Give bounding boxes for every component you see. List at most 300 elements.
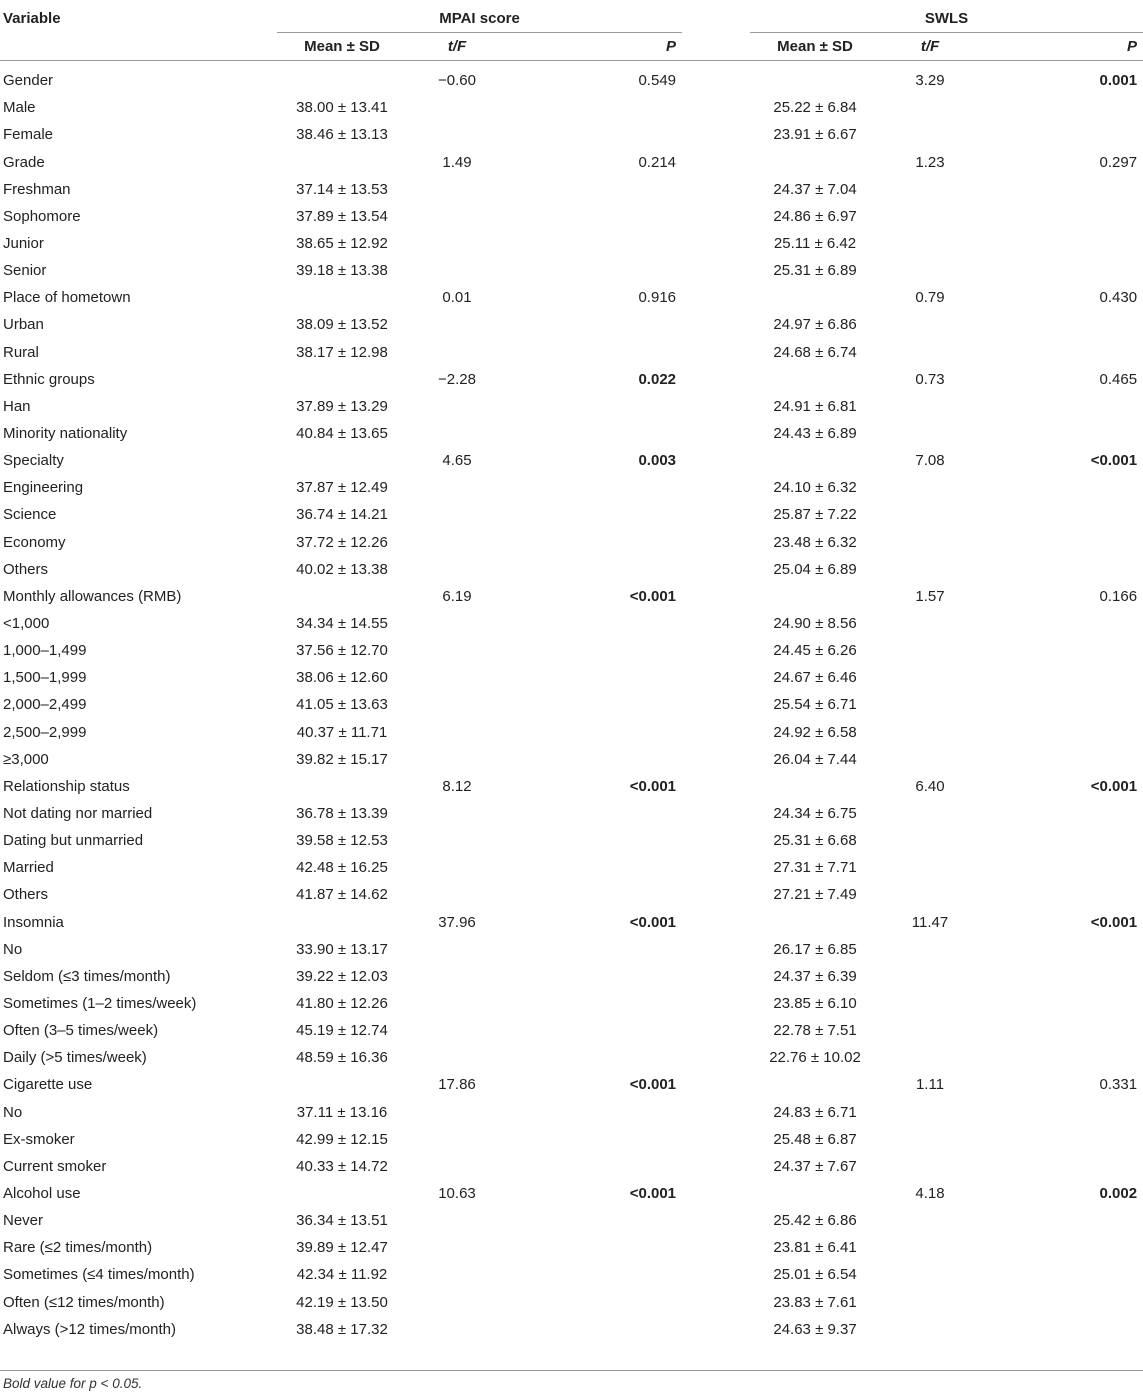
- mpai-tf-cell: [407, 854, 507, 881]
- spacer-cell: [682, 746, 750, 773]
- mpai-mean-sd-cell: 39.18 ± 13.38: [296, 262, 388, 280]
- mpai-tf-cell: [407, 1017, 507, 1044]
- swls-mean-sd-cell: 24.83 ± 6.71: [773, 1103, 857, 1121]
- mpai-tf-cell: [407, 719, 507, 746]
- table-row: [0, 257, 1143, 284]
- swls-p-cell: [980, 827, 1143, 854]
- spacer-cell: [682, 963, 750, 990]
- header-mpai-mean-sd: Mean ± SD: [304, 38, 380, 56]
- swls-mean-sd-cell: 23.81 ± 6.41: [773, 1239, 857, 1257]
- mpai-mean-sd-cell: 37.72 ± 12.26: [296, 533, 388, 551]
- swls-p-cell: [980, 990, 1143, 1017]
- swls-tf-cell: [880, 1316, 980, 1343]
- swls-tf-cell: [880, 881, 980, 908]
- row-label-cell: Han: [3, 397, 31, 415]
- row-label-cell: Specialty: [3, 452, 64, 470]
- table-row: [0, 176, 1143, 203]
- row-label-cell: Place of hometown: [3, 289, 131, 307]
- swls-p-cell: [980, 719, 1143, 746]
- swls-tf-cell: [880, 854, 980, 881]
- swls-p-cell: [980, 230, 1143, 257]
- row-label-cell: Ex-smoker: [3, 1130, 75, 1148]
- mpai-tf-cell: [407, 94, 507, 121]
- swls-tf-cell: [880, 203, 980, 230]
- mpai-mean-sd-cell: 39.89 ± 12.47: [296, 1239, 388, 1257]
- mpai-tf-cell: [407, 1288, 507, 1315]
- swls-mean-sd-cell: 25.04 ± 6.89: [773, 560, 857, 578]
- table-row: [0, 447, 1143, 474]
- swls-mean-sd-cell: 22.78 ± 7.51: [773, 1022, 857, 1040]
- row-label-cell: Daily (>5 times/week): [3, 1049, 147, 1067]
- swls-tf-cell: [880, 610, 980, 637]
- header-swls-mean-sd: Mean ± SD: [777, 38, 853, 56]
- swls-p-cell: [980, 1044, 1143, 1071]
- spacer-cell: [682, 94, 750, 121]
- swls-p-cell: [980, 94, 1143, 121]
- spacer-cell: [682, 1071, 750, 1098]
- swls-mean-sd-cell: 24.68 ± 6.74: [773, 343, 857, 361]
- swls-mean-sd-cell: 24.37 ± 7.04: [773, 180, 857, 198]
- mpai-p-cell: [507, 257, 682, 284]
- row-label-cell: Never: [3, 1212, 44, 1230]
- swls-tf-cell: [880, 990, 980, 1017]
- header-mpai-group: MPAI score: [277, 5, 682, 33]
- swls-p-cell: [980, 311, 1143, 338]
- mpai-p-cell: [507, 311, 682, 338]
- swls-p-cell: [980, 800, 1143, 827]
- table-row: [0, 1017, 1143, 1044]
- swls-p-cell: [980, 909, 1143, 936]
- mpai-tf-cell: [407, 1126, 507, 1153]
- table-row: [0, 94, 1143, 121]
- table-row: [0, 1261, 1143, 1288]
- swls-mean-sd-cell: 24.10 ± 6.32: [773, 479, 857, 497]
- swls-mean-sd-cell: 24.92 ± 6.58: [773, 723, 857, 741]
- mpai-mean-sd-cell: 34.34 ± 14.55: [296, 615, 388, 633]
- mpai-p-cell: [507, 881, 682, 908]
- table-row: [0, 719, 1143, 746]
- mpai-tf-cell: 8.12: [442, 777, 472, 795]
- mpai-p-cell: [507, 746, 682, 773]
- mpai-tf-cell: [407, 1153, 507, 1180]
- mpai-p-cell: [507, 1207, 682, 1234]
- spacer-cell: [682, 1180, 750, 1207]
- mpai-p-cell: [507, 1261, 682, 1288]
- swls-tf-cell: [880, 121, 980, 148]
- swls-p-cell: [980, 881, 1143, 908]
- row-label-cell: 1,500–1,999: [3, 669, 87, 687]
- swls-mean-sd-cell: [750, 909, 880, 936]
- spacer-cell: [682, 474, 750, 501]
- mpai-p-cell: [507, 1316, 682, 1343]
- swls-mean-sd-cell: [750, 61, 880, 95]
- table-row: [0, 1071, 1143, 1098]
- mpai-mean-sd-cell: [277, 447, 407, 474]
- mpai-mean-sd-cell: 40.02 ± 13.38: [296, 560, 388, 578]
- mpai-tf-cell: [407, 881, 507, 908]
- mpai-p-cell: [507, 474, 682, 501]
- mpai-mean-sd-cell: 42.19 ± 13.50: [296, 1293, 388, 1311]
- row-label-cell: 2,500–2,999: [3, 723, 87, 741]
- swls-mean-sd-cell: [750, 583, 880, 610]
- mpai-tf-cell: [407, 610, 507, 637]
- row-label-cell: Science: [3, 506, 57, 524]
- swls-mean-sd-cell: 25.42 ± 6.86: [773, 1212, 857, 1230]
- swls-mean-sd-cell: 25.11 ± 6.42: [773, 235, 857, 253]
- spacer-cell: [682, 854, 750, 881]
- mpai-mean-sd-cell: 39.82 ± 15.17: [296, 750, 388, 768]
- swls-p-cell: [980, 1288, 1143, 1315]
- mpai-p-cell: [507, 1180, 682, 1207]
- mpai-mean-sd-cell: 42.34 ± 11.92: [296, 1266, 388, 1284]
- swls-p-cell: [980, 556, 1143, 583]
- swls-mean-sd-cell: 25.48 ± 6.87: [773, 1130, 857, 1148]
- swls-mean-sd-cell: 25.54 ± 6.71: [773, 696, 857, 714]
- spacer-cell: [682, 1316, 750, 1343]
- table-row: [0, 610, 1143, 637]
- mpai-p-cell: 0.214: [638, 153, 677, 171]
- mpai-p-value: 0.003: [638, 452, 677, 470]
- swls-mean-sd-cell: [750, 447, 880, 474]
- mpai-tf-cell: [407, 936, 507, 963]
- swls-mean-sd-cell: 24.37 ± 7.67: [773, 1157, 857, 1175]
- swls-mean-sd-cell: 27.31 ± 7.71: [773, 859, 857, 877]
- mpai-tf-cell: [407, 203, 507, 230]
- table-row: [0, 881, 1143, 908]
- mpai-mean-sd-cell: [277, 61, 407, 95]
- spacer-cell: [682, 121, 750, 148]
- row-label-cell: Senior: [3, 262, 47, 280]
- swls-tf-cell: [880, 1017, 980, 1044]
- mpai-tf-cell: 4.65: [442, 452, 472, 470]
- mpai-mean-sd-cell: 41.80 ± 12.26: [296, 994, 388, 1012]
- spacer-cell: [682, 1288, 750, 1315]
- mpai-mean-sd-cell: [277, 284, 407, 311]
- mpai-mean-sd-cell: 37.87 ± 12.49: [296, 479, 388, 497]
- mpai-p-cell: [507, 203, 682, 230]
- mpai-tf-cell: [407, 474, 507, 501]
- swls-p-cell: [980, 203, 1143, 230]
- row-label-cell: Others: [3, 560, 49, 578]
- swls-tf-cell: 0.79: [915, 289, 945, 307]
- mpai-p-cell: [507, 854, 682, 881]
- spacer-cell: [682, 230, 750, 257]
- swls-mean-sd-cell: 27.21 ± 7.49: [773, 886, 857, 904]
- mpai-p-cell: [507, 664, 682, 691]
- mpai-tf-cell: 6.19: [442, 587, 472, 605]
- table-row: [0, 583, 1143, 610]
- mpai-p-cell: [507, 1098, 682, 1125]
- swls-p-cell: [980, 773, 1143, 800]
- swls-p-cell: [980, 610, 1143, 637]
- table-row: [0, 121, 1143, 148]
- swls-mean-sd-cell: 22.76 ± 10.02: [769, 1049, 861, 1067]
- mpai-mean-sd-cell: 38.48 ± 17.32: [296, 1320, 388, 1338]
- swls-mean-sd-cell: 26.17 ± 6.85: [773, 940, 857, 958]
- mpai-mean-sd-cell: [277, 583, 407, 610]
- mpai-p-cell: [507, 773, 682, 800]
- mpai-p-cell: [507, 1017, 682, 1044]
- mpai-tf-cell: [407, 1261, 507, 1288]
- swls-p-cell: [980, 963, 1143, 990]
- table-row: [0, 1207, 1143, 1234]
- spacer-cell: [682, 556, 750, 583]
- mpai-mean-sd-cell: 48.59 ± 16.36: [296, 1049, 388, 1067]
- mpai-p-cell: [507, 637, 682, 664]
- swls-p-cell: [980, 529, 1143, 556]
- mpai-p-cell: [507, 963, 682, 990]
- mpai-p-cell: [507, 447, 682, 474]
- swls-mean-sd-cell: 24.90 ± 8.56: [773, 615, 857, 633]
- swls-p-cell: 0.465: [1099, 370, 1138, 388]
- table-row: [0, 203, 1143, 230]
- row-label-cell: Sophomore: [3, 207, 81, 225]
- spacer-cell: [682, 284, 750, 311]
- spacer-cell: [682, 501, 750, 528]
- swls-tf-cell: [880, 1126, 980, 1153]
- mpai-mean-sd-cell: 41.87 ± 14.62: [296, 886, 388, 904]
- swls-tf-cell: 3.29: [915, 72, 945, 90]
- mpai-mean-sd-cell: 38.09 ± 13.52: [296, 316, 388, 334]
- swls-mean-sd-cell: [750, 366, 880, 393]
- mpai-tf-cell: 17.86: [438, 1076, 476, 1094]
- swls-p-value: <0.001: [1090, 777, 1138, 795]
- swls-tf-cell: [880, 1261, 980, 1288]
- row-label-cell: Sometimes (≤4 times/month): [3, 1266, 195, 1284]
- mpai-mean-sd-cell: 37.14 ± 13.53: [296, 180, 388, 198]
- mpai-p-cell: [507, 909, 682, 936]
- mpai-tf-cell: [407, 1316, 507, 1343]
- swls-p-cell: [980, 1017, 1143, 1044]
- row-label-cell: Minority nationality: [3, 425, 128, 443]
- swls-tf-cell: [880, 1288, 980, 1315]
- table-row: [0, 1316, 1143, 1343]
- swls-p-cell: [980, 121, 1143, 148]
- mpai-p-value: <0.001: [629, 1076, 677, 1094]
- row-label-cell: Rural: [3, 343, 39, 361]
- swls-mean-sd-cell: 24.37 ± 6.39: [773, 967, 857, 985]
- swls-tf-cell: [880, 1044, 980, 1071]
- swls-tf-cell: 11.47: [911, 913, 949, 931]
- swls-mean-sd-cell: 24.63 ± 9.37: [773, 1320, 857, 1338]
- mpai-tf-cell: [407, 556, 507, 583]
- swls-tf-cell: [880, 746, 980, 773]
- swls-mean-sd-cell: 23.83 ± 7.61: [773, 1293, 857, 1311]
- mpai-mean-sd-cell: [277, 1180, 407, 1207]
- swls-tf-cell: [880, 800, 980, 827]
- mpai-tf-cell: [407, 529, 507, 556]
- mpai-p-cell: [507, 827, 682, 854]
- spacer-cell: [682, 583, 750, 610]
- swls-tf-cell: [880, 339, 980, 366]
- spacer-cell: [682, 664, 750, 691]
- row-label-cell: Alcohol use: [3, 1184, 81, 1202]
- mpai-p-cell: [507, 556, 682, 583]
- mpai-tf-cell: [407, 257, 507, 284]
- mpai-tf-cell: [407, 990, 507, 1017]
- row-label-cell: No: [3, 1103, 23, 1121]
- mpai-tf-cell: [407, 230, 507, 257]
- mpai-mean-sd-cell: 38.46 ± 13.13: [296, 126, 388, 144]
- swls-p-cell: [980, 664, 1143, 691]
- mpai-mean-sd-cell: 36.78 ± 13.39: [296, 805, 388, 822]
- swls-tf-cell: [880, 1234, 980, 1261]
- swls-p-cell: [980, 936, 1143, 963]
- row-label-cell: Insomnia: [3, 913, 64, 931]
- swls-p-cell: [980, 176, 1143, 203]
- spacer-cell: [682, 176, 750, 203]
- mpai-tf-cell: [407, 827, 507, 854]
- table-row: [0, 1234, 1143, 1261]
- row-label-cell: Ethnic groups: [3, 370, 95, 388]
- mpai-p-cell: [507, 936, 682, 963]
- spacer-cell: [682, 203, 750, 230]
- spacer-cell: [682, 447, 750, 474]
- table-row: [0, 61, 1143, 95]
- mpai-p-cell: [507, 583, 682, 610]
- table-row: [0, 1180, 1143, 1207]
- table-row: [0, 936, 1143, 963]
- swls-mean-sd-cell: [750, 149, 880, 176]
- header-swls-tf: t/F: [920, 38, 940, 56]
- table-row: [0, 773, 1143, 800]
- mpai-tf-cell: 0.01: [442, 289, 472, 307]
- mpai-p-cell: [507, 719, 682, 746]
- table-row: [0, 149, 1143, 176]
- mpai-mean-sd-cell: 37.89 ± 13.54: [296, 207, 388, 225]
- table-row: [0, 854, 1143, 881]
- swls-p-cell: [980, 691, 1143, 718]
- mpai-p-cell: [507, 691, 682, 718]
- row-label-cell: Gender: [3, 72, 54, 90]
- row-label-cell: Often (≤12 times/month): [3, 1293, 165, 1311]
- spacer-cell: [682, 881, 750, 908]
- spacer-cell: [682, 990, 750, 1017]
- row-label-cell: Junior: [3, 235, 44, 253]
- row-label-cell: Engineering: [3, 479, 84, 497]
- mpai-tf-cell: [407, 1044, 507, 1071]
- mpai-mean-sd-cell: 38.65 ± 12.92: [296, 235, 388, 253]
- mpai-mean-sd-cell: [277, 366, 407, 393]
- mpai-p-cell: [507, 501, 682, 528]
- mpai-tf-cell: [407, 637, 507, 664]
- mpai-tf-cell: [407, 1207, 507, 1234]
- swls-tf-cell: [880, 1153, 980, 1180]
- swls-tf-cell: [880, 1098, 980, 1125]
- mpai-mean-sd-cell: 33.90 ± 13.17: [296, 940, 388, 958]
- swls-tf-cell: [880, 664, 980, 691]
- table-row: [0, 366, 1143, 393]
- swls-tf-cell: 0.73: [915, 370, 945, 388]
- spacer-cell: [682, 311, 750, 338]
- spacer-cell: [682, 61, 750, 95]
- table-row: [0, 1098, 1143, 1125]
- spacer-cell: [682, 1153, 750, 1180]
- swls-mean-sd-cell: 26.04 ± 7.44: [773, 750, 857, 768]
- mpai-mean-sd-cell: 45.19 ± 12.74: [296, 1022, 388, 1040]
- row-label-cell: Often (3–5 times/week): [3, 1022, 159, 1040]
- mpai-tf-cell: 10.63: [438, 1184, 476, 1202]
- swls-p-value: <0.001: [1090, 452, 1138, 470]
- spacer-cell: [682, 1098, 750, 1125]
- row-label-cell: <1,000: [3, 615, 50, 633]
- mpai-mean-sd-cell: 41.05 ± 13.63: [296, 696, 388, 714]
- mpai-tf-cell: [407, 176, 507, 203]
- swls-p-cell: [980, 1180, 1143, 1207]
- swls-tf-cell: 7.08: [915, 452, 945, 470]
- swls-p-value: 0.002: [1099, 1184, 1138, 1202]
- table-row: [0, 420, 1143, 447]
- mpai-p-cell: [507, 366, 682, 393]
- mpai-mean-sd-cell: 38.00 ± 13.41: [296, 99, 388, 117]
- table-row: [0, 909, 1143, 936]
- swls-tf-cell: 4.18: [915, 1184, 945, 1202]
- swls-p-cell: 0.331: [1099, 1076, 1138, 1094]
- table-row: [0, 501, 1143, 528]
- mpai-p-cell: [507, 176, 682, 203]
- mpai-p-value: <0.001: [629, 913, 677, 931]
- swls-p-value: <0.001: [1090, 913, 1138, 931]
- swls-p-cell: [980, 393, 1143, 420]
- mpai-p-cell: [507, 420, 682, 447]
- mpai-mean-sd-cell: 37.89 ± 13.29: [296, 397, 388, 415]
- spacer-cell: [682, 149, 750, 176]
- row-label-cell: Female: [3, 126, 54, 144]
- spacer-cell: [682, 719, 750, 746]
- spacer-cell: [682, 610, 750, 637]
- swls-p-cell: [980, 447, 1143, 474]
- mpai-mean-sd-cell: 37.11 ± 13.16: [296, 1103, 388, 1121]
- mpai-mean-sd-cell: [277, 1071, 407, 1098]
- row-label-cell: 2,000–2,499: [3, 696, 87, 714]
- row-label-cell: Seldom (≤3 times/month): [3, 967, 171, 985]
- table-row: [0, 827, 1143, 854]
- swls-tf-cell: [880, 311, 980, 338]
- swls-p-cell: [980, 1153, 1143, 1180]
- table-row: [0, 800, 1143, 827]
- spacer-cell: [682, 1261, 750, 1288]
- swls-mean-sd-cell: [750, 1180, 880, 1207]
- mpai-p-cell: [507, 230, 682, 257]
- table-row: [0, 230, 1143, 257]
- table-row: [0, 1288, 1143, 1315]
- mpai-tf-cell: −2.28: [438, 370, 476, 388]
- swls-mean-sd-cell: 23.85 ± 6.10: [773, 994, 857, 1012]
- swls-mean-sd-cell: 24.67 ± 6.46: [773, 669, 857, 687]
- swls-mean-sd-cell: 24.45 ± 6.26: [773, 642, 857, 660]
- swls-mean-sd-cell: 25.31 ± 6.89: [773, 262, 857, 280]
- swls-p-cell: [980, 1234, 1143, 1261]
- row-label-cell: Rare (≤2 times/month): [3, 1239, 153, 1257]
- mpai-mean-sd-cell: 42.99 ± 12.15: [296, 1130, 388, 1148]
- swls-tf-cell: [880, 827, 980, 854]
- table-row: [0, 284, 1143, 311]
- spacer-cell: [682, 773, 750, 800]
- mpai-mean-sd-cell: 36.74 ± 14.21: [296, 506, 388, 524]
- spacer-cell: [682, 637, 750, 664]
- mpai-mean-sd-cell: 37.56 ± 12.70: [296, 642, 388, 660]
- swls-tf-cell: [880, 230, 980, 257]
- swls-tf-cell: [880, 963, 980, 990]
- spacer-cell: [682, 1207, 750, 1234]
- table-row: [0, 637, 1143, 664]
- swls-tf-cell: [880, 1207, 980, 1234]
- mpai-p-cell: [507, 1288, 682, 1315]
- spacer-cell: [682, 1017, 750, 1044]
- mpai-tf-cell: [407, 746, 507, 773]
- swls-p-cell: 0.430: [1099, 289, 1138, 307]
- spacer-cell: [682, 420, 750, 447]
